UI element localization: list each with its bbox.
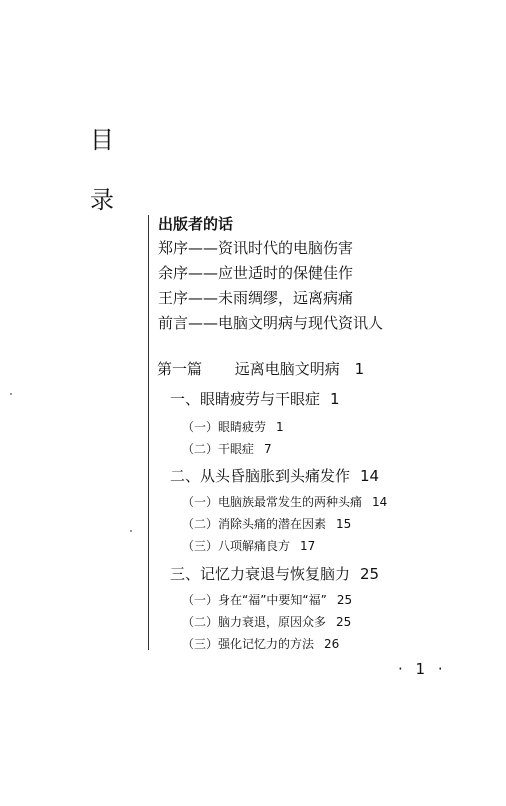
toc-section-2-1 — [182, 493, 387, 510]
title-char-1: 目 — [90, 126, 114, 154]
toc-part-1 — [157, 358, 364, 379]
scan-speck — [130, 530, 132, 532]
toc-intro-publisher: 出版者的话 — [158, 215, 234, 233]
chapter-page: 1 — [330, 390, 340, 408]
section-page: 15 — [336, 517, 352, 531]
toc-intro-preface: 前言——电脑文明病与现代资讯人 — [158, 314, 384, 332]
section-title: （一）身在“福”中要知“福” — [182, 593, 327, 607]
section-title: （二）脑力衰退，原因众多 — [182, 615, 327, 629]
toc-intro-yu: 余序——应世适时的保健佳作 — [158, 264, 354, 282]
toc-chapter-3 — [170, 563, 379, 584]
section-title: （一）电脑族最常发生的两种头痛 — [182, 495, 363, 509]
scan-speck — [10, 393, 12, 395]
toc-chapter-1 — [170, 388, 340, 409]
title-char-2: 录 — [90, 186, 114, 214]
toc-section-2-3 — [182, 537, 315, 554]
toc-intro-zheng: 郑序——资讯时代的电脑伤害 — [158, 239, 354, 257]
chapter-title: 一、眼睛疲劳与干眼症 — [170, 390, 321, 408]
toc-section-3-3 — [182, 635, 339, 652]
toc-chapter-2 — [170, 465, 379, 486]
section-title: （二）干眼症 — [182, 442, 255, 456]
toc-section-1-1 — [182, 418, 284, 435]
chapter-title: 二、从头昏脑胀到头痛发作 — [170, 467, 351, 485]
part-page: 1 — [354, 360, 365, 378]
section-title: （二）消除头痛的潜在因素 — [182, 517, 327, 531]
section-title: （三）强化记忆力的方法 — [182, 637, 315, 651]
margin-rule — [148, 215, 149, 650]
section-page: 25 — [336, 615, 352, 629]
section-page: 17 — [300, 539, 316, 553]
section-page: 26 — [324, 637, 340, 651]
toc-intro-wang: 王序——未雨绸缪，远离病痛 — [158, 289, 354, 307]
part-label: 第一篇 — [157, 360, 203, 378]
toc-section-1-2 — [182, 440, 272, 457]
page-number: · 1 · — [398, 660, 447, 678]
toc-section-3-2 — [182, 613, 351, 630]
chapter-title: 三、记忆力衰退与恢复脑力 — [170, 565, 351, 583]
chapter-page: 14 — [360, 467, 380, 485]
chapter-page: 25 — [360, 565, 380, 583]
section-title: （一）眼睛疲劳 — [182, 420, 267, 434]
toc-section-3-1 — [182, 591, 352, 608]
section-page: 7 — [264, 442, 272, 456]
part-title: 远离电脑文明病 — [234, 360, 340, 378]
section-page: 1 — [276, 420, 284, 434]
toc-section-2-2 — [182, 515, 351, 532]
section-title: （三）八项解痛良方 — [182, 539, 291, 553]
section-page: 14 — [372, 495, 388, 509]
section-page: 25 — [336, 593, 353, 607]
